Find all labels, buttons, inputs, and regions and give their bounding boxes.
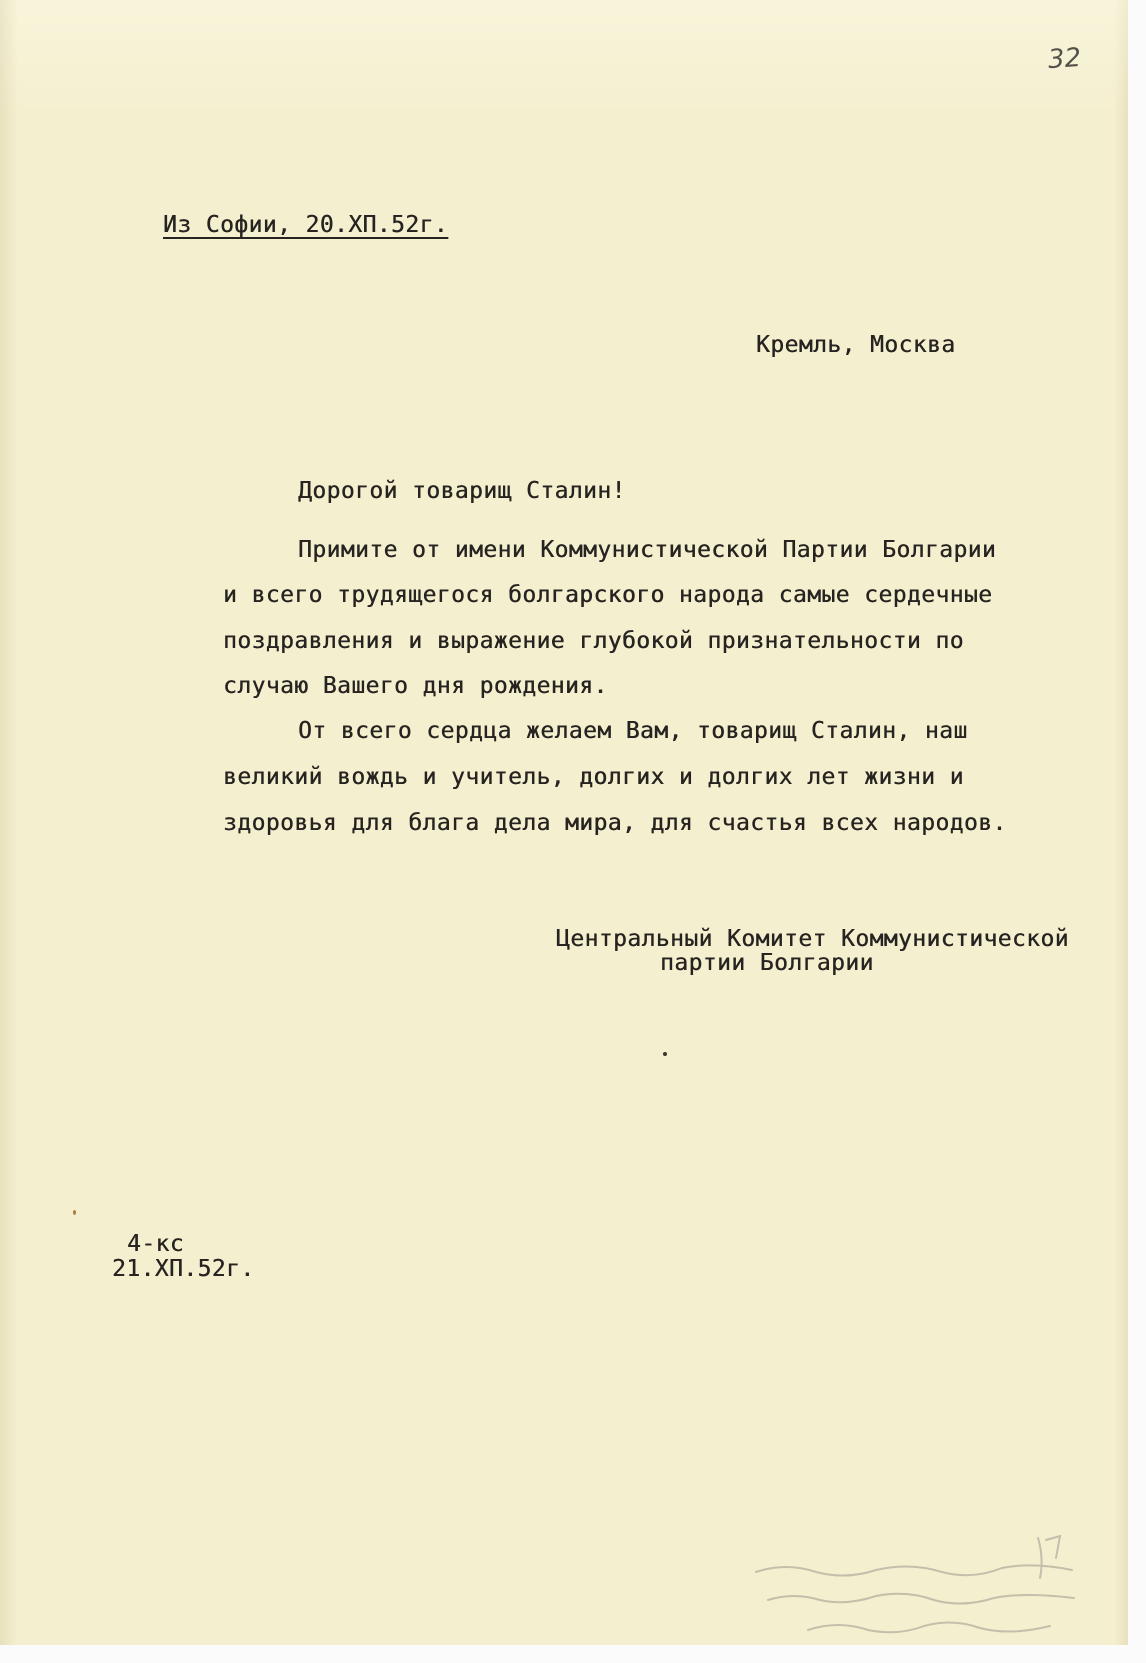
body-line-4: случаю Вашего дня рождения.	[223, 673, 608, 699]
reference-code: 4-кс	[127, 1231, 184, 1257]
origin-line: Из Софии, 20.XП.52г.	[163, 212, 448, 238]
scan-edge-bottom	[0, 1645, 1146, 1663]
ink-speck	[663, 1052, 667, 1056]
salutation: Дорогой товарищ Сталин!	[298, 478, 626, 504]
reference-date: 21.XП.52г.	[112, 1256, 255, 1282]
stain-speck	[73, 1210, 76, 1215]
body-line-2: и всего трудящегося болгарского народа самые сердечные	[223, 582, 993, 608]
pencil-scribble-icon	[748, 1526, 1088, 1646]
body-line-3: поздравления и выражение глубокой признательности по	[223, 628, 964, 654]
signature-line-2: партии Болгарии	[660, 950, 874, 976]
scan-edge-right	[1128, 0, 1146, 1663]
signature-line-1: Центральный Комитет Коммунистической	[556, 926, 1069, 952]
body-line-6: великий вождь и учитель, долгих и долгих лет жизни и	[223, 764, 964, 790]
body-line-5: От всего сердца желаем Вам, товарищ Сталин, наш	[298, 718, 968, 744]
body-line-1: Примите от имени Коммунистической Партии Болгарии	[298, 537, 997, 563]
body-line-7: здоровья для блага дела мира, для счастья всех народов.	[223, 810, 1007, 836]
address-line: Кремль, Москва	[756, 332, 956, 358]
page-number: 32	[1046, 42, 1083, 76]
